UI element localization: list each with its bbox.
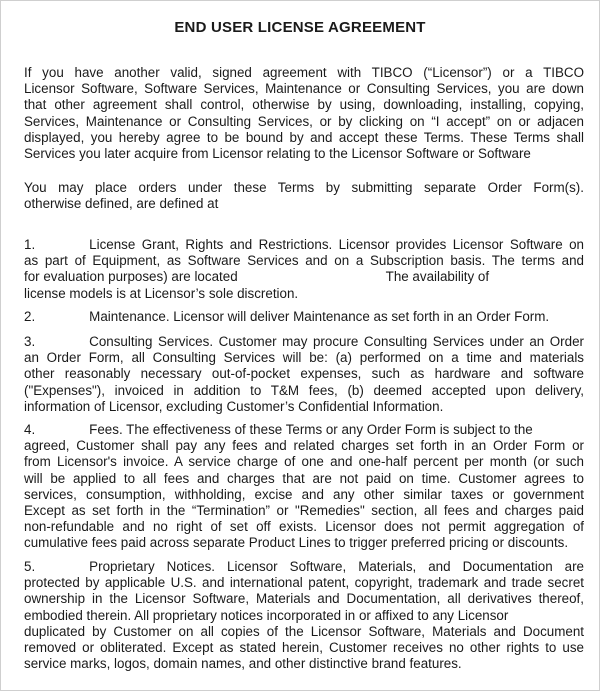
section-line: services, consumption, withholding, excise and any other similar taxes or government: [24, 486, 584, 502]
section-number: 2.: [24, 309, 36, 324]
section-line: embodied therein. All proprietary notices incorporated in or affixed to any Licensor: [24, 607, 509, 623]
section-line: [24, 422, 584, 438]
section-line: service marks, logos, domain names, and other distinctive brand features.: [24, 656, 462, 672]
intro-line: displayed, you hereby agree to be bound by and accept these Terms. These Terms shall: [24, 129, 584, 145]
orders-paragraph: [24, 180, 584, 212]
section-number: 5.: [24, 559, 36, 574]
orders-line: You may place orders under these Terms by submitting separate Order Form(s).: [24, 180, 584, 195]
section-line: non-refundable and no right of set off exists. Licensor does not permit aggregation of: [24, 519, 584, 535]
intro-line: If you have another valid, signed agreement with TIBCO (“Licensor”) or a TIBCO: [24, 65, 584, 80]
section-line: an Order Form, all Consulting Services will be: (a) performed on a time and materials: [24, 350, 584, 366]
section-line: [24, 269, 584, 285]
intro-paragraph: [24, 65, 584, 162]
section-line: other reasonably necessary out-of-pocket expenses, such as hardware and software: [24, 366, 584, 382]
section-line: information of Licensor, excluding Customer’s Confidential Information.: [24, 398, 444, 414]
section-text: Fees. The effectiveness of these Terms or any Order Form is subject to the: [89, 422, 533, 437]
section-number: 1.: [24, 237, 36, 252]
section-text: for evaluation purposes) are located: [24, 269, 238, 285]
section-line: duplicated by Customer on all copies of the Licensor Software, Materials and Document: [24, 623, 584, 639]
section-3: [24, 334, 584, 415]
intro-line: Licensor Software, Software Services, Maintenance or Consulting Services, you are down: [24, 81, 584, 97]
section-text: The availability of: [385, 269, 490, 285]
document-title: END USER LICENSE AGREEMENT: [174, 19, 426, 36]
section-line: [24, 237, 584, 253]
intro-line: Services you later acquire from Licensor relating to the Licensor Software or Software: [24, 145, 531, 161]
section-text: Maintenance. Licensor will deliver Maintenance as set forth in an Order Form.: [89, 309, 550, 324]
section-line: [24, 559, 584, 575]
section-line: protected by applicable U.S. and international patent, copyright, trademark and trade secret: [24, 575, 584, 591]
section-line: ("Expenses"), invoiced in addition to T&M fees, (b) deemed accepted upon delivery,: [24, 382, 584, 398]
section-text: License Grant, Rights and Restrictions. Licensor provides Licensor Software on: [89, 237, 584, 252]
section-line: agreed, Customer shall pay any fees and related charges set forth in an Order Form or: [24, 438, 584, 454]
section-1: [24, 237, 584, 302]
section-text: Proprietary Notices. Licensor Software, Materials, and Documentation are: [89, 559, 584, 574]
section-line: Except as set forth in the “Termination” or "Remedies" section, all fees and charges paid: [24, 502, 584, 518]
intro-line: Services, Maintenance or Consulting Services, or by clicking on “I accept” on or adjacen: [24, 113, 584, 129]
section-4: [24, 422, 584, 552]
section-line: from Licensor's invoice. A service charge of one and one-half percent per month (or such: [24, 454, 584, 470]
section-line: cumulative fees paid across separate Product Lines to trigger preferred pricing or discounts.: [24, 535, 569, 551]
section-line: ownership in the Licensor Software, Materials and Documentation, all derivatives thereof,: [24, 591, 584, 607]
section-2: [24, 309, 584, 325]
section-text: Consulting Services. Customer may procure Consulting Services under an Order: [89, 334, 584, 349]
section-line: [24, 309, 584, 325]
orders-line: otherwise defined, are defined at: [24, 196, 219, 212]
section-line: will be applied to all fees and charges that are not paid on time. Customer agrees to: [24, 470, 584, 486]
section-number: 4.: [24, 422, 36, 437]
section-line: [24, 334, 584, 350]
section-line: removed or obliterated. Except as stated herein, Customer receives no other rights to use: [24, 639, 584, 655]
section-line: license models is at Licensor’s sole discretion.: [24, 285, 299, 301]
section-number: 3.: [24, 334, 36, 349]
section-line: as part of Equipment, as Software Services and on a Subscription basis. The terms and: [24, 253, 584, 269]
section-5: [24, 559, 584, 672]
intro-line: that other agreement shall control, otherwise by using, downloading, installing, copying,: [24, 97, 584, 113]
